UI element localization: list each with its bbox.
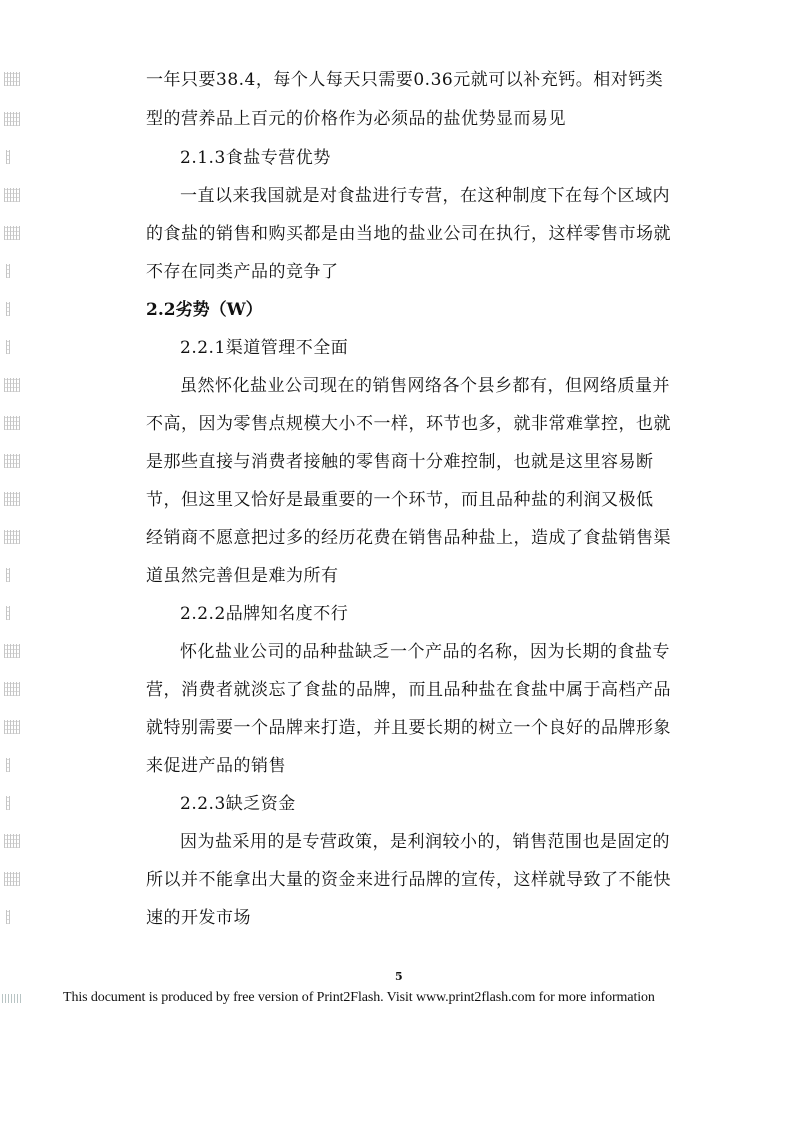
subsection-heading: 2.2.2品牌知名度不行	[180, 604, 349, 624]
subsection-heading: 2.2.1渠道管理不全面	[180, 338, 349, 358]
text-line: 速的开发市场	[146, 908, 251, 928]
margin-marker	[6, 758, 10, 772]
text-line: 是那些直接与消费者接触的零售商十分难控制，也就是这里容易断	[146, 452, 654, 472]
subsection-heading: 2.1.3食盐专营优势	[180, 148, 331, 168]
text-line: 道虽然完善但是难为所有	[146, 566, 339, 586]
margin-marker	[4, 872, 20, 886]
margin-marker	[4, 644, 20, 658]
margin-marker	[6, 302, 10, 316]
text-line: 就特别需要一个品牌来打造，并且要长期的树立一个良好的品牌形象	[146, 718, 671, 738]
margin-marker	[6, 796, 10, 810]
margin-marker	[4, 416, 20, 430]
section-heading: 2.2劣势（W）	[146, 300, 263, 320]
text-line: 不存在同类产品的竞争了	[146, 262, 339, 282]
page-number: 5	[395, 970, 403, 983]
text-line: 一年只要38.4，每个人每天只需要0.36元就可以补充钙。相对钙类	[146, 70, 664, 90]
subsection-heading: 2.2.3缺乏资金	[180, 794, 296, 814]
text-line: 营，消费者就淡忘了食盐的品牌，而且品种盐在食盐中属于高档产品	[146, 680, 671, 700]
margin-marker	[6, 150, 10, 164]
margin-marker	[6, 340, 10, 354]
margin-marker	[4, 188, 20, 202]
text-line: 来促进产品的销售	[146, 756, 286, 776]
margin-marker	[4, 834, 20, 848]
margin-marker	[4, 682, 20, 696]
margin-marker	[4, 492, 20, 506]
margin-marker	[4, 112, 20, 126]
margin-marker	[4, 72, 20, 86]
text-line: 一直以来我国就是对食盐进行专营，在这种制度下在每个区域内	[180, 186, 670, 206]
margin-marker	[6, 568, 10, 582]
text-line: 不高，因为零售点规模大小不一样，环节也多，就非常难掌控，也就	[146, 414, 671, 434]
margin-marker	[4, 378, 20, 392]
margin-marker	[4, 454, 20, 468]
margin-marker	[4, 226, 20, 240]
text-line: 虽然怀化盐业公司现在的销售网络各个县乡都有，但网络质量并	[180, 376, 670, 396]
margin-marker	[4, 530, 20, 544]
margin-marker	[4, 720, 20, 734]
text-line: 怀化盐业公司的品种盐缺乏一个产品的名称，因为长期的食盐专	[180, 642, 670, 662]
text-line: 型的营养品上百元的价格作为必须品的盐优势显而易见	[146, 109, 566, 129]
text-line: 经销商不愿意把过多的经历花费在销售品种盐上，造成了食盐销售渠	[146, 528, 671, 548]
text-line: 因为盐采用的是专营政策，是利润较小的，销售范围也是固定的	[180, 832, 670, 852]
text-line: 的食盐的销售和购买都是由当地的盐业公司在执行，这样零售市场就	[146, 224, 671, 244]
margin-marker	[6, 606, 10, 620]
margin-marker	[6, 264, 10, 278]
text-line: 所以并不能拿出大量的资金来进行品牌的宣传，这样就导致了不能快	[146, 870, 671, 890]
text-line: 节，但这里又恰好是最重要的一个环节，而且品种盐的利润又极低	[146, 490, 654, 510]
footer-notice: This document is produced by free version of Print2Flash. Visit www.print2flash.com for more information	[63, 990, 655, 1005]
footer-marker	[2, 994, 22, 1003]
margin-marker	[6, 910, 10, 924]
